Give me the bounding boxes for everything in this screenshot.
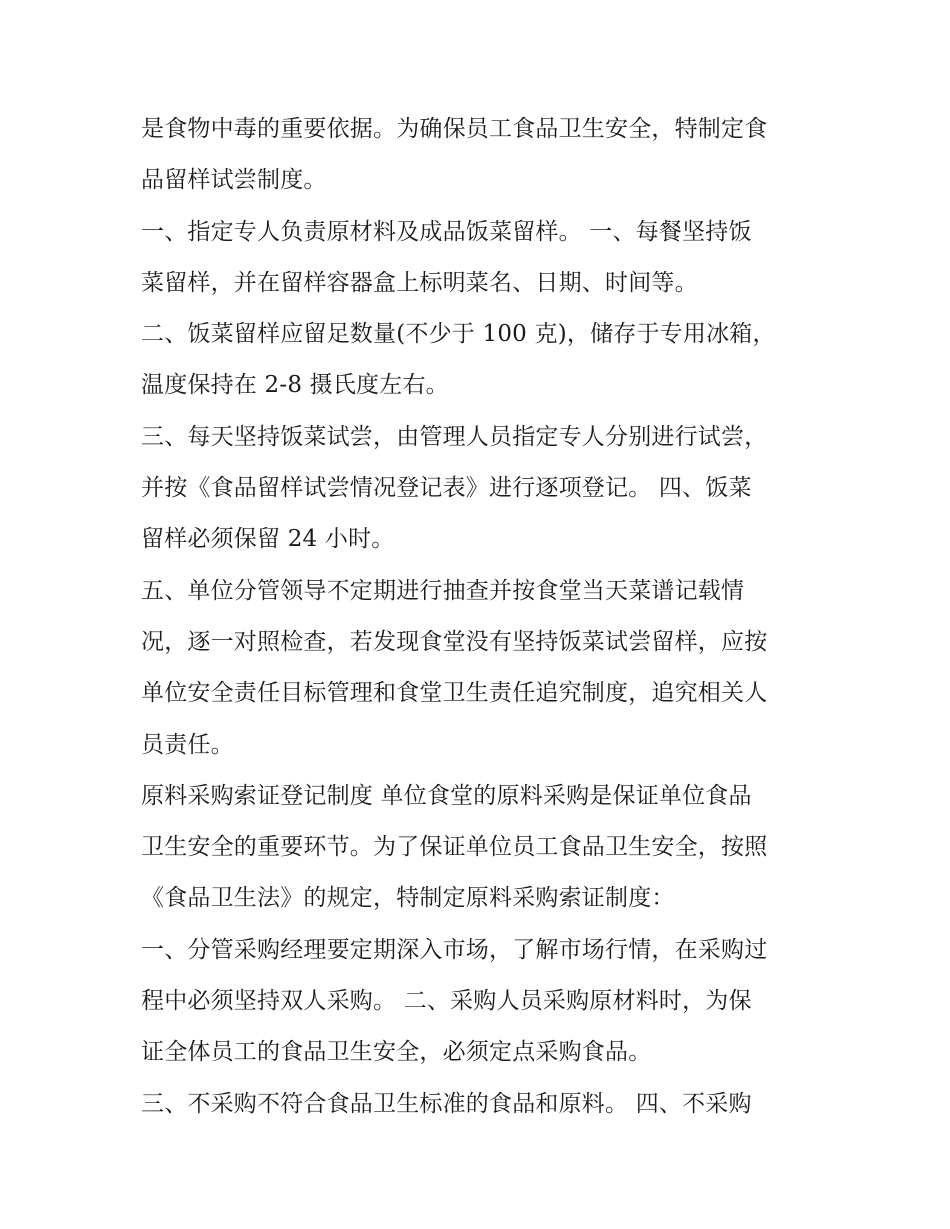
text-line: 一、分管采购经理要定期深入市场，了解市场行情，在采购过 xyxy=(141,936,768,963)
text-line: 三、不采购不符合食品卫生标准的食品和原料。 四、不采购 xyxy=(141,1090,752,1117)
text-line: 单位安全责任目标管理和食堂卫生责任追究制度，追究相关人 xyxy=(141,680,768,707)
text-line: 况，逐一对照检查，若发现食堂没有坚持饭菜试尝留样，应按 xyxy=(141,628,768,655)
text-line: 员责任。 xyxy=(141,731,234,758)
text-line: 卫生安全的重要环节。为了保证单位员工食品卫生安全，按照 xyxy=(141,834,768,861)
document-body xyxy=(141,104,813,1130)
text-line: 并按《食品留样试尝情况登记表》进行逐项登记。 四、饭菜 xyxy=(141,475,752,502)
text-line: 《食品卫生法》的规定，特制定原料采购索证制度： xyxy=(141,885,675,912)
text-line: 一、指定专人负责原材料及成品饭菜留样。 一、每餐坚持饭 xyxy=(141,218,752,245)
text-line: 原料采购索证登记制度 单位食堂的原料采购是保证单位食品 xyxy=(141,782,752,809)
text-line: 留样必须保留 24 小时。 xyxy=(141,526,395,553)
text-line: 程中必须坚持双人采购。 二、采购人员采购原材料时，为保 xyxy=(141,988,752,1015)
text-line: 是食物中毒的重要依据。为确保员工食品卫生安全，特制定食 xyxy=(141,116,768,142)
text-line: 证全体员工的食品卫生安全，必须定点采购食品。 xyxy=(141,1039,652,1066)
text-line: 温度保持在 2-8 摄氏度左右。 xyxy=(141,372,449,399)
text-line: 二、饭菜留样应留足数量(不少于 100 克)，储存于专用冰箱， xyxy=(141,321,776,348)
text-line: 三、每天坚持饭菜试尝，由管理人员指定专人分别进行试尝， xyxy=(141,423,768,450)
text-line: 品留样试尝制度。 xyxy=(141,167,327,194)
text-line: 五、单位分管领导不定期进行抽查并按食堂当天菜谱记载情 xyxy=(141,577,745,604)
text-line: 菜留样，并在留样容器盒上标明菜名、日期、时间等。 xyxy=(141,269,698,296)
